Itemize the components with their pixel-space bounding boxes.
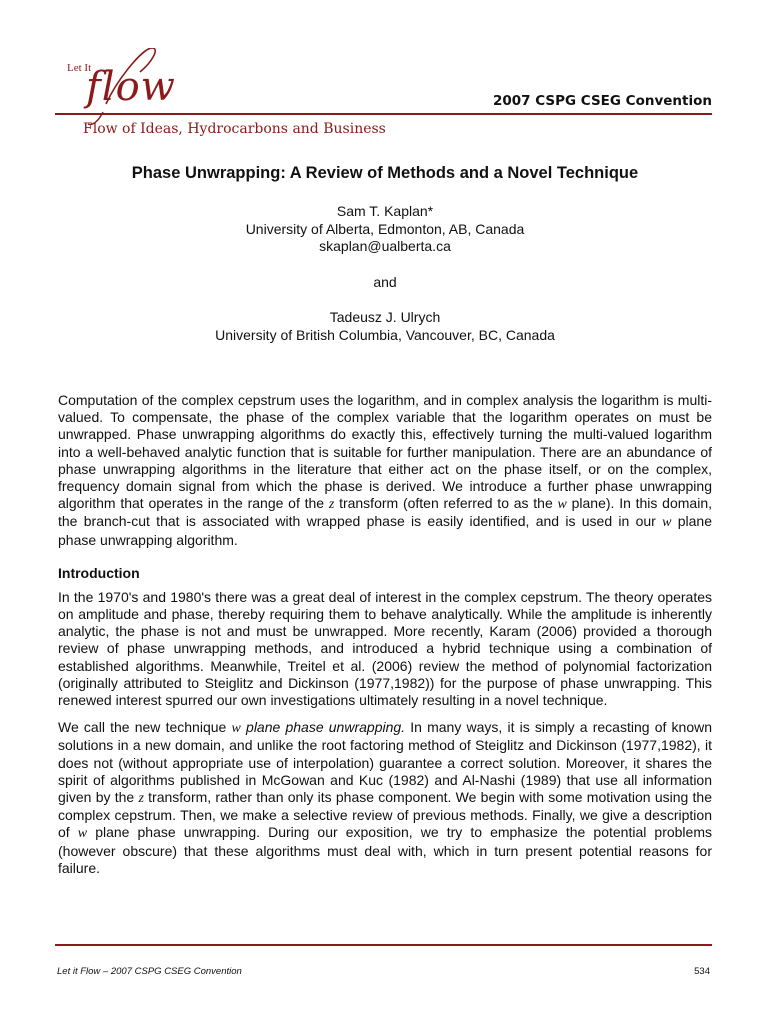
paper-body [58,160,712,887]
intro-text-e: plane phase unwrapping. During our exposition, we try to emphasize the potential problems (however obscure) that these algorithms must deal with, which in turn present potential reasons for failure. [58,824,712,876]
page-number: 534 [694,966,710,977]
math-z: z [138,791,144,807]
page-header [0,0,768,150]
logo-flow: flow [86,64,176,110]
math-z: z [328,497,335,513]
section-heading-introduction: Introduction [58,564,140,581]
intro-text-a: We call the new technique [58,719,227,736]
abstract-text-4: plane phase unwrapping algorithm. [58,513,713,548]
footer-conference: Let it Flow – 2007 CSPG CSEG Convention [57,966,242,977]
convention-title: 2007 CSPG CSEG Convention [492,93,712,109]
intro-text-d: transform, rather than only its phase component. We begin with some motivation using the complex cepstrum. Then, we make a selective review of previous methods. Finally, we give a description of [58,789,712,841]
intro-text-c: In many ways, it is simply a recasting of known solutions in a new domain, and unlike the root factoring method of Steiglitz and Dickinson (1977,1982), it does not (without appropriate use of interpolation) guarantee a correct solution. Moreover, it shares the spirit of algorithms published in McGowan and Kuc (1982) and Al-Nashi (1989) that use all information given by the [58,719,713,806]
author1-affiliation: University of Alberta, Edmonton, AB, Canada [245,220,525,237]
footer-divider [55,944,712,946]
abstract-text-1: Computation of the complex cepstrum uses the logarithm, and in complex analysis the logarithm is multi-valued. To compensate, the phase of the complex variable that the logarithm operates on must be unwrapped. Phase unwrapping algorithms do exactly this, effectively turning the multi-valued logarithm into a well-behaved analytic function that is suitable for further manipulation. There are an abundance of phase unwrapping algorithms in the literature that either act on the phase itself, or on the complex, frequency domain signal from which the phase is derived. We introduce a further phase unwrapping algorithm that operates in the range of the [58,392,712,512]
abstract [58,392,712,549]
author1-email: skaplan@ualberta.ca [319,238,451,254]
math-w: w [77,826,88,842]
abstract-text-2: transform (often referred to as the [339,495,553,512]
math-w: w [231,721,241,737]
logo-let-it: Let It [67,62,92,74]
author-block [58,203,712,344]
paper-title: Phase Unwrapping: A Review of Methods and a Novel Technique [131,164,639,182]
abstract-text-3: plane). In this domain, the branch-cut that is associated with wrapped phase is easily identified, and is used in our [58,495,712,530]
math-w: w [557,497,567,513]
logo-tagline: Flow of Ideas, Hydrocarbons and Business [83,121,386,137]
header-divider [55,113,712,115]
intro-paragraph-2 [58,719,712,877]
author-separator: and [373,273,397,290]
math-w: w [662,515,672,531]
term-w-plane: plane phase unwrapping. [246,719,406,736]
author2-affiliation: University of British Columbia, Vancouver, BC, Canada [215,326,555,343]
author2-name: Tadeusz J. Ulrych [329,309,441,325]
author1-name: Sam T. Kaplan* [336,203,434,219]
intro-paragraph-1: In the 1970's and 1980's there was a great deal of interest in the complex cepstrum. The theory operates on amplitude and phase, thereby requiring them to behave analytically. While the amplitude is inherently analytic, the phase is not and must be unwrapped. More recently, Karam (2006) provided a thorough review of phase unwrapping methods, and introduced a hybrid technique using a combination of established algorithms. Meanwhile, Treitel et al. (2006) review the method of polynomial factorization (originally attributed to Steiglitz and Dickinson (1977,1982)) for the purpose of phase unwrapping. This renewed interest spurred our own investigations ultimately resulting in a novel technique. [58,588,712,709]
